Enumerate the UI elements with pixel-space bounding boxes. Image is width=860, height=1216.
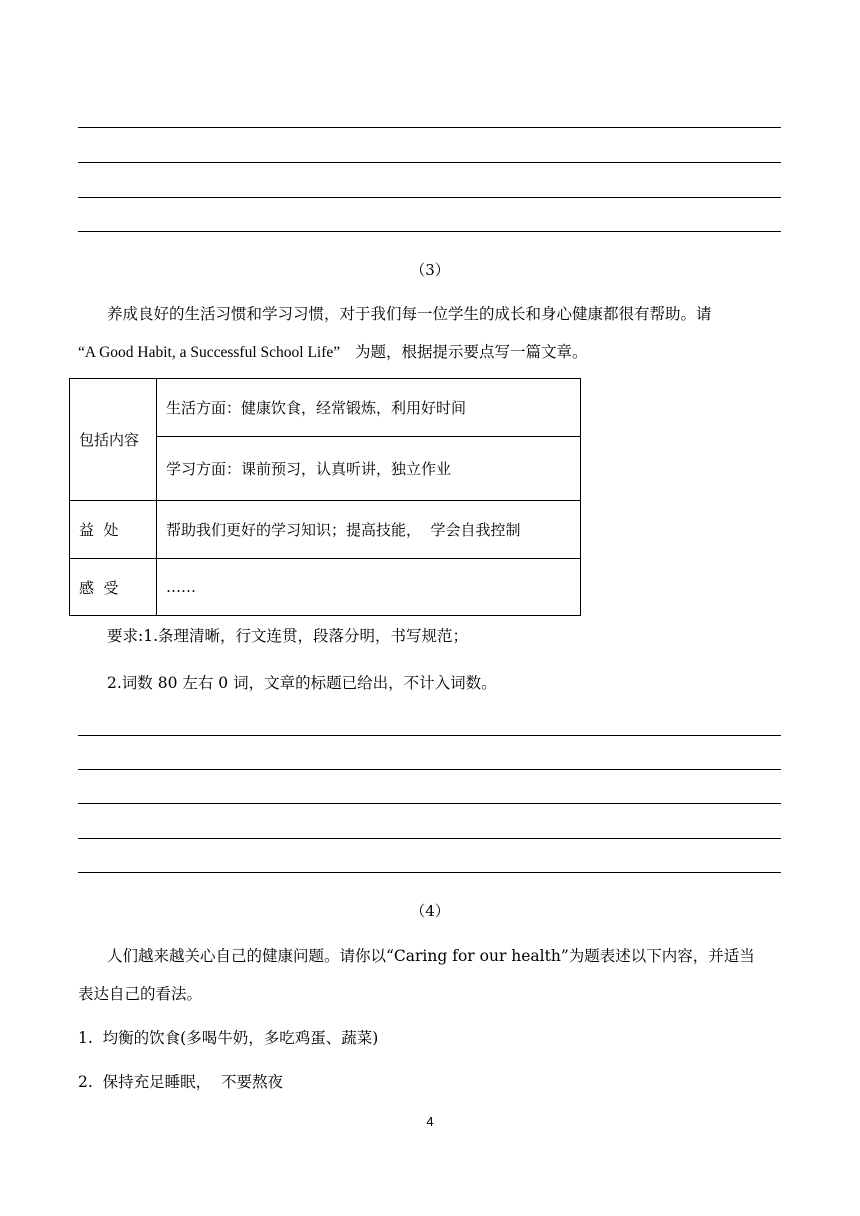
list-item-1: 1. 均衡的饮食(多喝牛奶，多吃鸡蛋、蔬菜) <box>78 1029 379 1047</box>
answer-line <box>78 735 781 736</box>
requirement-2: 2.词数 80 左右 0 词，文章的标题已给出，不计入词数。 <box>107 674 497 692</box>
page-number: 4 <box>426 1114 434 1129</box>
benefit-cell: 帮助我们更好的学习知识；提高技能， 学会自我控制 <box>157 501 581 559</box>
answer-line <box>78 872 781 873</box>
section-4-prompt-line2: 表达自己的看法。 <box>78 985 203 1003</box>
benefit-label: 益 处 <box>70 501 157 559</box>
section-4-prompt-line1: 人们越来越关心自己的健康问题。请你以“Caring for our health”为题表述以下内容，并适当 <box>107 947 755 965</box>
feeling-label: 感 受 <box>70 559 157 616</box>
life-aspect-cell: 生活方面：健康饮食，经常锻炼，利用好时间 <box>157 379 581 437</box>
answer-line <box>78 769 781 770</box>
outline-table <box>69 378 581 616</box>
answer-line <box>78 197 781 198</box>
section-3-prompt-line2 <box>78 342 587 363</box>
feeling-cell: …… <box>157 559 581 616</box>
include-label: 包括内容 <box>70 379 157 501</box>
section-3-number: （3） <box>410 261 450 279</box>
answer-line <box>78 838 781 839</box>
section-4-number: （4） <box>410 902 450 920</box>
requirement-1: 要求:1.条理清晰，行文连贯，段落分明，书写规范； <box>107 627 469 645</box>
study-aspect-cell: 学习方面：课前预习，认真听讲，独立作业 <box>157 437 581 501</box>
list-item-2: 2. 保持充足睡眠， 不要熬夜 <box>78 1073 283 1091</box>
section-3-prompt-line1: 养成良好的生活习惯和学习习惯，对于我们每一位学生的成长和身心健康都很有帮助。请 <box>107 305 712 323</box>
answer-line <box>78 127 781 128</box>
prompt-instruction: 为题，根据提示要点写一篇文章。 <box>354 343 588 361</box>
answer-line <box>78 231 781 232</box>
essay-title: “A Good Habit, a Successful School Life” <box>78 344 341 361</box>
answer-line <box>78 803 781 804</box>
answer-line <box>78 162 781 163</box>
